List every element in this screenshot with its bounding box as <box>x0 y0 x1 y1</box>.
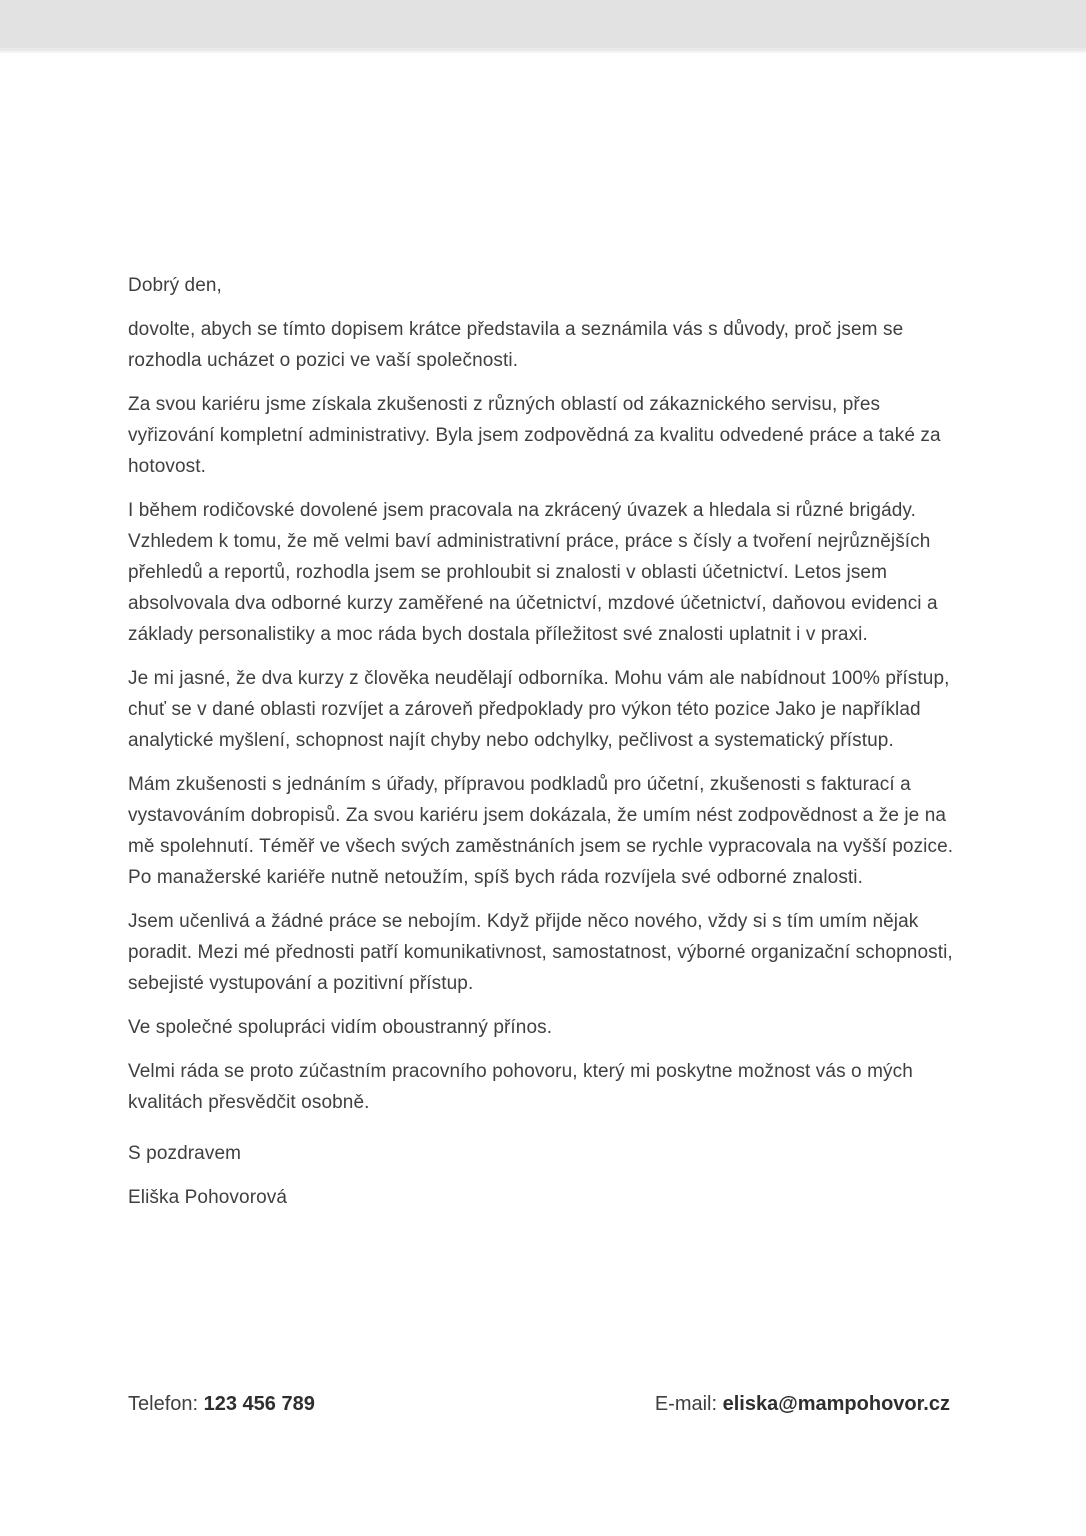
closing: S pozdravem <box>128 1143 242 1164</box>
letter-paragraph: Velmi ráda se proto zúčastním pracovního pohovoru, který mi poskytne možnost vás o mých kvalitách přesvědčit osobně. <box>128 1061 913 1113</box>
salutation: Dobrý den, <box>128 275 222 296</box>
letter-body <box>128 270 964 1226</box>
phone-label: Telefon: <box>128 1393 199 1415</box>
contact-footer <box>128 1392 950 1416</box>
phone-item <box>128 1392 315 1416</box>
letter-paragraph: Ve společné spolupráci vidím oboustranný přínos. <box>128 1017 553 1038</box>
email-value: eliska@mampohovor.cz <box>722 1393 950 1415</box>
email-label: E-mail: <box>654 1393 718 1415</box>
letter-paragraph: Je mi jasné, že dva kurzy z člověka neudělají odborníka. Mohu vám ale nabídnout 100% přístup, chuť se v dané oblasti rozvíjet a zároveň předpoklady pro výkon této pozice Jako je například analytické myšlení, schopnost najít chyby nebo odchylky, pečlivost a systematický přístup. <box>128 668 950 751</box>
letter-paragraph: dovolte, abych se tímto dopisem krátce představila a seznámila vás s důvody, proč jsem se rozhodla ucházet o pozici ve vaší společnosti. <box>128 319 904 371</box>
letterhead-top-bar <box>0 0 1086 56</box>
letter-paragraph: I během rodičovské dovolené jsem pracovala na zkrácený úvazek a hledala si různé brigády. Vzhledem k tomu, že mě velmi baví administrativní práce, práce s čísly a tvoření nejrůznějších přehledů a reportů, rozhodla jsem se prohloubit si znalosti v oblasti účetnictví. Letos jsem absolvovala dva odborné kurzy zaměřené na účetnictví, mzdové účetnictví, daňovou evidenci a základy personalistiky a moc ráda bych dostala příležitost své znalosti uplatnit i v praxi. <box>128 500 938 645</box>
letter-paragraph: Jsem učenlivá a žádné práce se nebojím. Když přijde něco nového, vždy si s tím umím nějak poradit. Mezi mé přednosti patří komunikativnost, samostatnost, výborné organizační schopnosti, sebejisté vystupování a pozitivní přístup. <box>128 911 953 994</box>
signature-name: Eliška Pohovorová <box>128 1187 288 1208</box>
email-item <box>655 1392 950 1416</box>
letter-paragraph: Za svou kariéru jsme získala zkušenosti z různých oblastí od zákaznického servisu, přes vyřizování kompletní administrativy. Byla jsem zodpovědná za kvalitu odvedené práce a také za hotovost. <box>128 394 941 477</box>
letter-paragraph: Mám zkušenosti s jednáním s úřady, přípravou podkladů pro účetní, zkušenosti s fakturací a vystavováním dobropisů. Za svou kariéru jsem dokázala, že umím nést zodpovědnost a že je na mě spolehnutí. Téměř ve všech svých zaměstnáních jsem se rychle vypracovala na vyšší pozice. Po manažerské kariéře nutně netoužím, spíš bych ráda rozvíjela své odborné znalosti. <box>128 774 954 888</box>
phone-value: 123 456 789 <box>203 1393 315 1415</box>
